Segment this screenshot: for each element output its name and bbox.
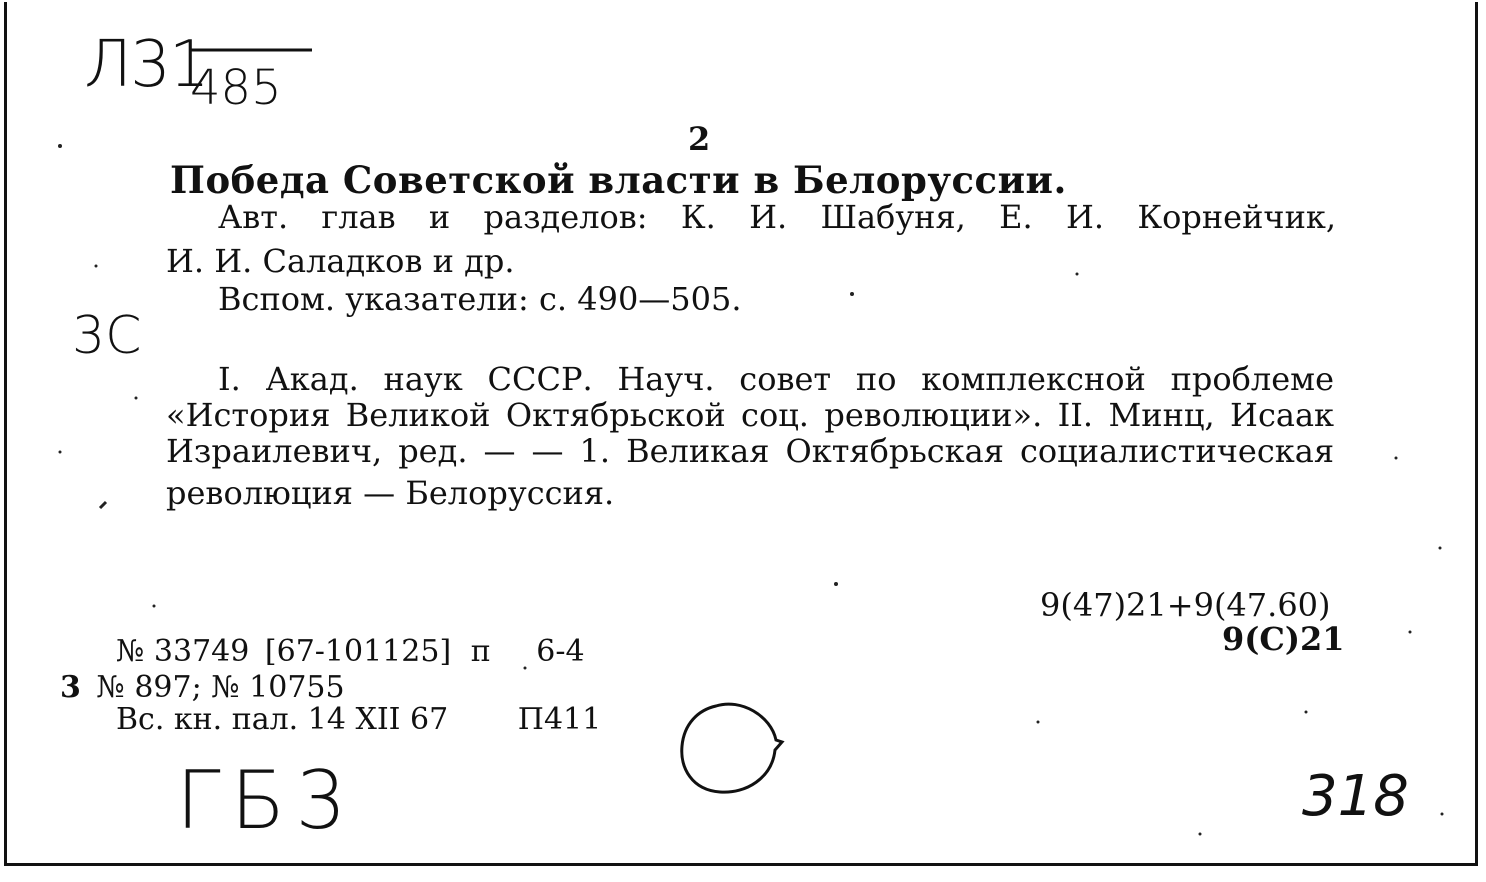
authors-line-2: И. И. Саладков и др.	[166, 242, 515, 280]
volume-number: 2	[688, 120, 711, 158]
record-part: 6-4	[536, 634, 585, 669]
authors-word: разделов:	[483, 198, 648, 236]
author-name: Е. И. Корнейчик,	[999, 198, 1337, 236]
subject-segment: по комплексной	[855, 360, 1146, 398]
subject-segment: I. Акад. наук СССР. Науч. совет	[218, 360, 832, 398]
authors-word: и	[428, 198, 451, 236]
shelf-number-text: 485	[190, 60, 282, 116]
subject-line-4: революция — Белоруссия.	[166, 474, 615, 512]
record-letter: п	[470, 634, 491, 669]
authors-word: Авт.	[218, 198, 289, 236]
book-title: Победа Советской власти в Белоруссии.	[170, 158, 1067, 202]
index-line: Вспом. указатели: с. 490—505.	[218, 280, 742, 318]
record-print-code: П411	[517, 702, 602, 737]
handwritten-mark-3c: 3С	[72, 306, 142, 366]
subject-segment: II. Минц,	[1057, 396, 1215, 434]
subject-segment: Исаак	[1230, 396, 1335, 434]
record-code: [67-101125]	[264, 634, 452, 669]
classification-code-2: 9(С)21	[1222, 620, 1345, 658]
subject-segment: проблеме	[1170, 360, 1334, 398]
handwritten-mark-gb3: ГБ3	[176, 754, 357, 847]
subject-segment: 1. Великая Октябрьская	[579, 432, 1004, 470]
subject-segment: социалистическая	[1019, 432, 1335, 470]
author-name: К. И. Шабуня,	[680, 198, 966, 236]
classification-code-1: 9(47)21+9(47.60)	[1040, 586, 1331, 624]
handwritten-corner-mark: 318	[1302, 764, 1409, 829]
subject-segment: Израилевич, ред. — —	[166, 432, 564, 470]
authors-word: глав	[321, 198, 396, 236]
record-number: № 33749	[116, 634, 250, 669]
record-prefix: 3	[60, 670, 81, 705]
subject-segment: «История Великой Октябрьской соц. революции».	[166, 396, 1043, 434]
record-numbers: № 897; № 10755	[96, 670, 345, 705]
record-date: Вс. кн. пал. 14 XII 67	[116, 702, 449, 737]
shelf-mark-text: Л31	[84, 28, 208, 102]
